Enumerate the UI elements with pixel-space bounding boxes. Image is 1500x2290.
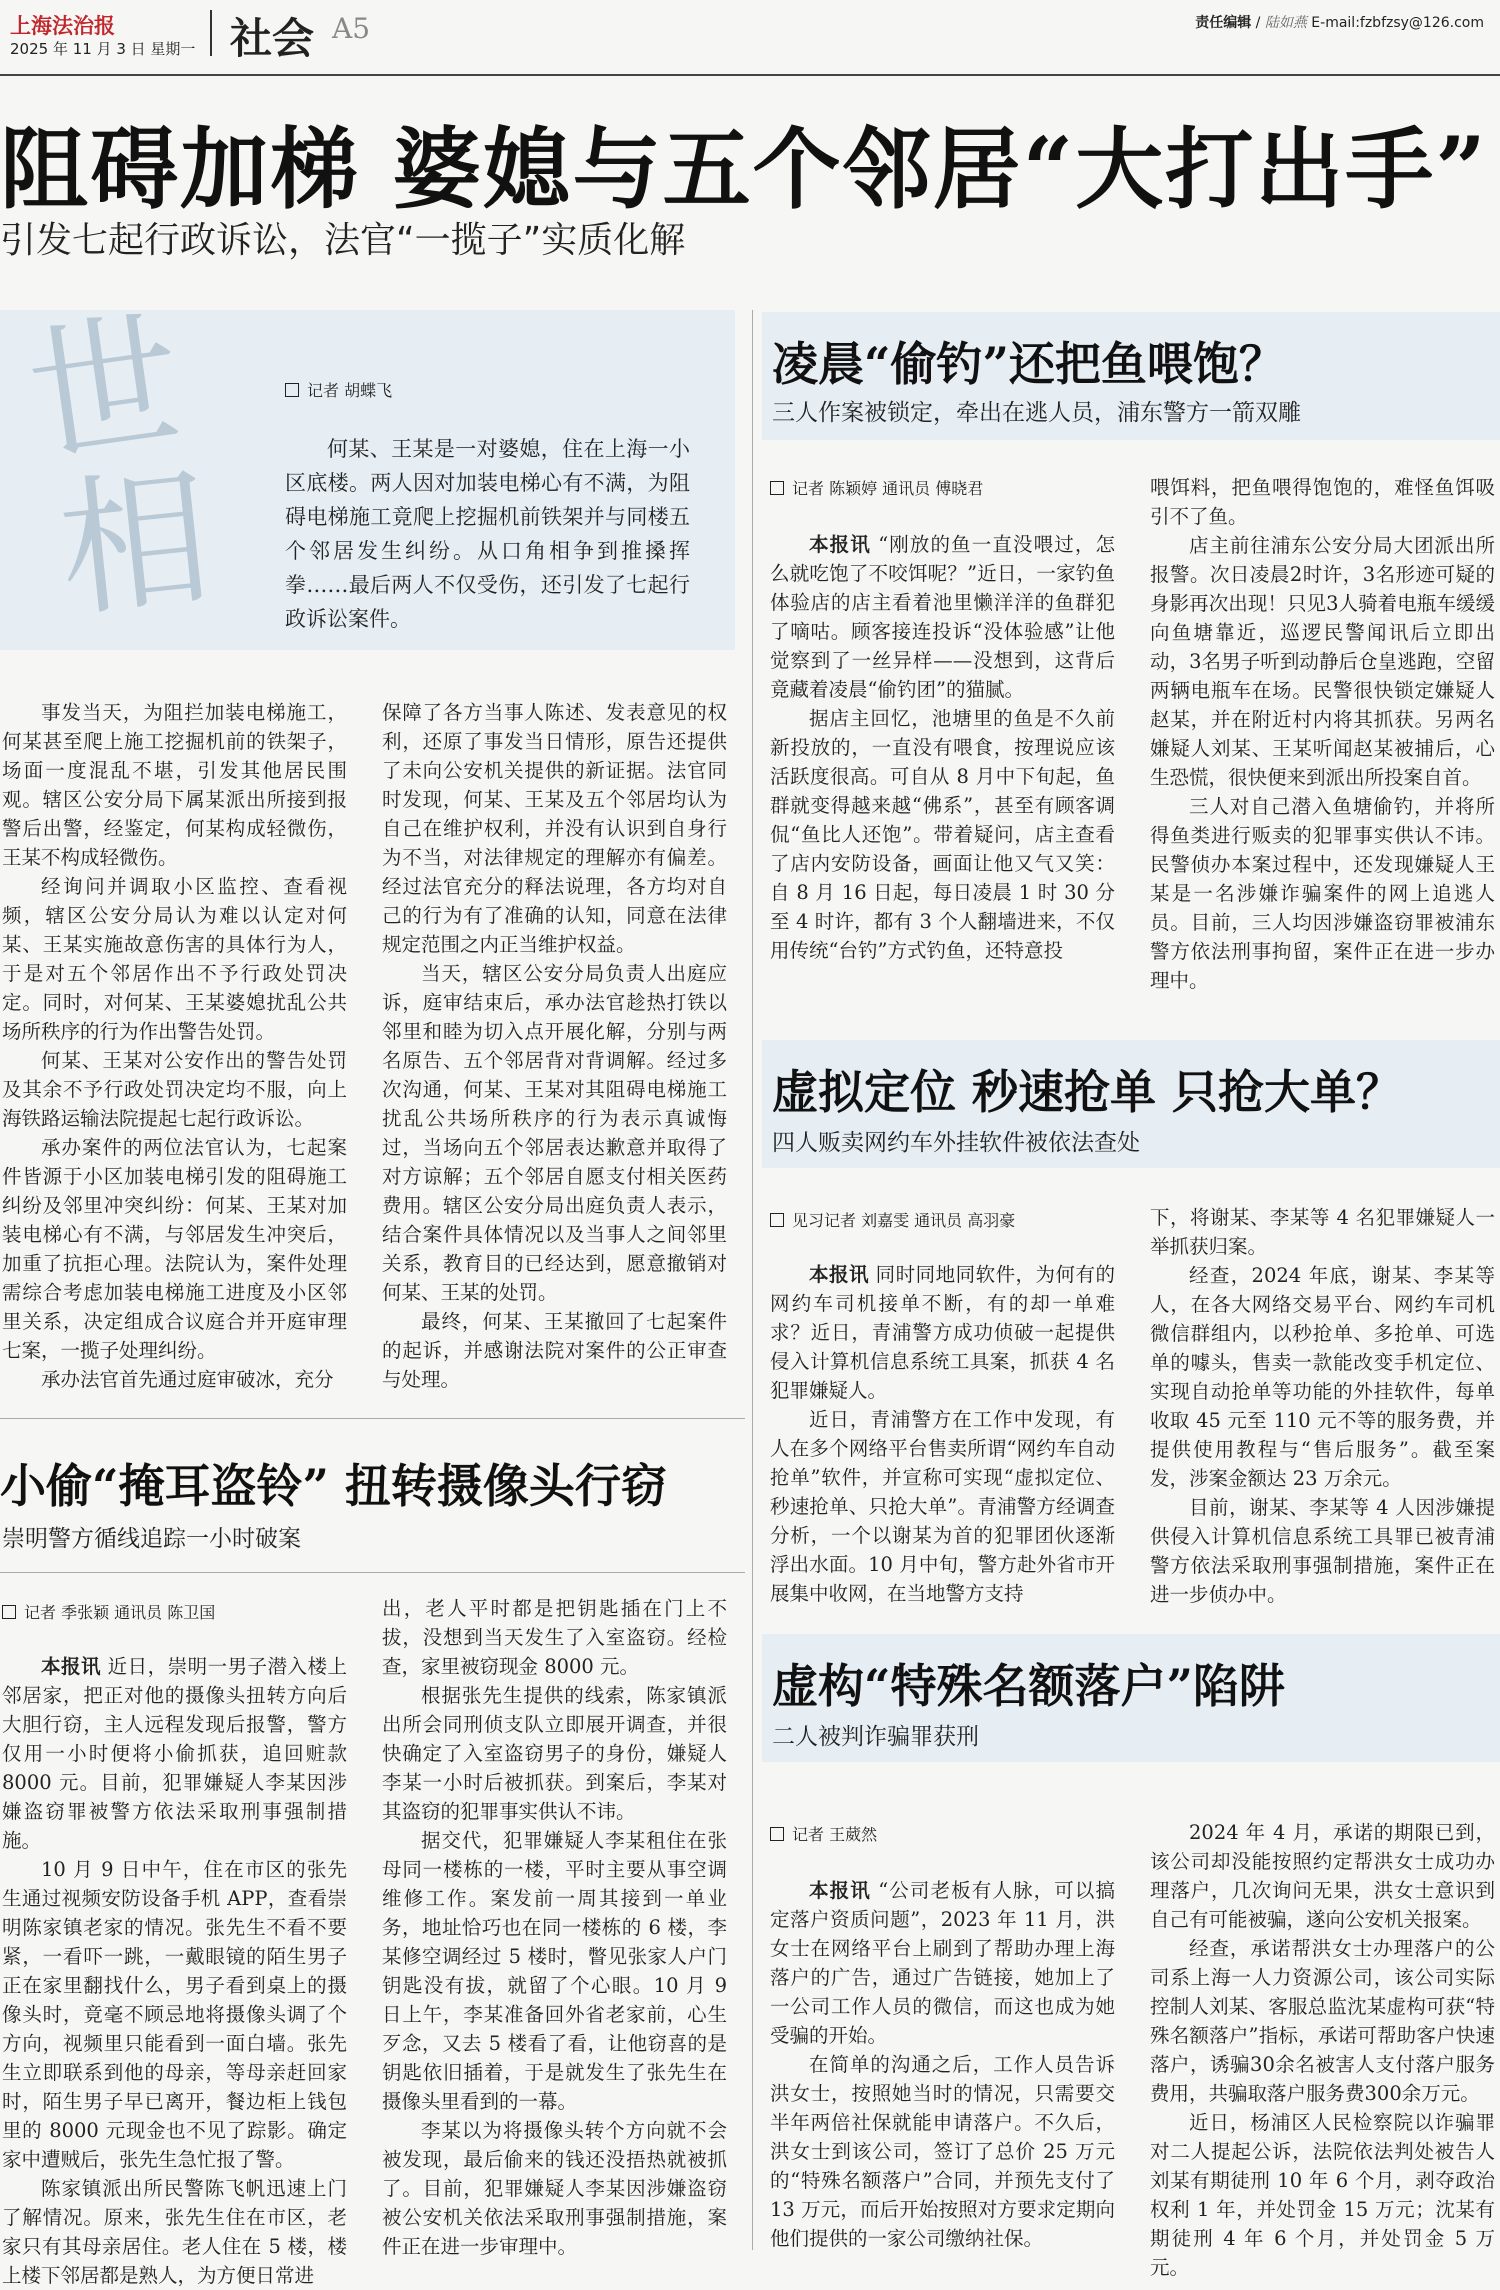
paper-name: 上海法治报 bbox=[10, 13, 115, 38]
app-byline: 见习记者 刘嘉雯 通讯员 高羽豪 bbox=[770, 1208, 1015, 1231]
thief-header-rule bbox=[0, 1572, 745, 1573]
hukou-headline: 虚构“特殊名额落户”陷阱 bbox=[772, 1659, 1285, 1713]
hukou-subhead: 二人被判诈骗罪获刑 bbox=[772, 1724, 979, 1750]
page-number: A5 bbox=[332, 12, 371, 45]
lead-body-col-1: 事发当天，为阻拦加装电梯施工，何某甚至爬上施工挖掘机前的铁架子，场面一度混乱不堪，引发其他居民围观。辖区公安分局下属某派出所接到报警后出警，经鉴定，何某构成轻微伤，王某不构成轻微伤。 经询问并调取小区监控、查看视频，辖区公安分局认为难以认定对何某、王某实施故意伤害的具体行为人，于是对五个邻居作出不予行政处罚决定。同时，对何某、王某婆媳扰乱公共场所秩序的行为作出警告处罚。 何某、王某对公安作出的警告处罚及其余不予行政处罚决定均不服，向上海铁路运输法院提起七起行政诉讼。 承办案件的两位法官认为，七起案件皆源于小区加装电梯引发的阻碍施工纠纷及邻里冲突纠纷：何某、王某对加装电梯心有不满，与邻居发生冲突后，加重了抗拒心理。法院认为，案件处理需综合考虑加装电梯施工进度及小区邻里关系，决定组成合议庭合并开庭审理七案，一揽子处理纠纷。 承办法官首先通过庭审破冰，充分 bbox=[2, 701, 347, 1391]
byline-box-icon bbox=[2, 1605, 16, 1619]
editor-name: 陆如燕 bbox=[1264, 15, 1307, 31]
editor-label: 责任编辑 bbox=[1195, 15, 1252, 31]
byline-box-icon bbox=[770, 1213, 784, 1227]
fish-col-2: 喂饵料，把鱼喂得饱饱的，难怪鱼饵吸引不了鱼。 店主前往浦东公安分局大团派出所报警。次日凌晨2时许，3名形迹可疑的身影再次出现！只见3人骑着电瓶车缓缓向鱼塘靠近，巡逻民警闻讯后立即出动，3名男子听到动静后仓皇逃跑，空留两辆电瓶车在场。民警很快锁定嫌疑人赵某，并在附近村内将其抓获。另两名嫌疑人刘某、王某听闻赵某被捕后，心生恐慌，很快便来到派出所投案自首。 三人对自己潜入鱼塘偷钓，并将所得鱼类进行贩卖的犯罪事实供认不讳。民警侦办本案过程中，还发现嫌疑人王某是一名涉嫌诈骗案件的网上追逃人员。目前，三人均因涉嫌盗窃罪被浦东警方依法刑事拘留，案件正在进一步办理中。 bbox=[1150, 476, 1495, 992]
thief-byline: 记者 季张颖 通讯员 陈卫国 bbox=[2, 1600, 215, 1623]
masthead-rule bbox=[0, 74, 1500, 76]
app-col-1: 本报讯 同时同地同软件，为何有的网约车司机接单不断，有的却一单难求？近日，青浦警方成功侦破一起提供侵入计算机信息系统工具案，抓获 4 名犯罪嫌疑人。 近日，青浦警方在工作中发现，有人在多个网络平台售卖所谓“网约车自动抢单”软件，并宣称可实现“虚拟定位、秒速抢单、只抢大单”。青浦警方经调查分析，一个以谢某为首的犯罪团伙逐渐浮出水面。10 月中旬，警方赴外省市开展集中收网，在当地警方支持 bbox=[770, 1263, 1115, 1605]
app-subhead: 四人贩卖网约车外挂软件被依法查处 bbox=[772, 1130, 1140, 1156]
column-art-char-2: 相 bbox=[51, 450, 219, 640]
thief-col-1: 本报讯 近日，崇明一男子潜入楼上邻居家，把正对他的摄像头扭转方向后大胆行窃，主人远程发现后报警，警方仅用一小时便将小偷抓获，追回赃款 8000 元。目前，犯罪嫌疑人李某因涉嫌盗窃罪被警方依法采取刑事强制措施。 10 月 9 日中午，住在市区的张先生通过视频安防设备手机 APP，查看崇明陈家镇老家的情况。张先生不看不要紧，一看吓一跳，一戴眼镜的陌生男子正在家里翻找什么，男子看到桌上的摄像头时，竟毫不顾忌地将摄像头调了个方向，视频里只能看到一面白墙。张先生立即联系到他的母亲，等母亲赶回家时，陌生男子早已离开，餐边柜上钱包里的 8000 元现金也不见了踪影。确定家中遭贼后，张先生急忙报了警。 陈家镇派出所民警陈飞帆迅速上门了解情况。原来，张先生住在市区，老家只有其母亲居住。老人住在 5 楼，楼上楼下邻居都是熟人，为方便日常进 bbox=[2, 1655, 347, 2287]
thief-subhead: 崇明警方循线追踪一小时破案 bbox=[2, 1526, 301, 1552]
lead-body-col-2: 保障了各方当事人陈述、发表意见的权利，还原了事发当日情形，原告还提供了未向公安机关提供的新证据。法官同时发现，何某、王某及五个邻居均认为自己在维护权利，并没有认识到自身行为不当，对法律规定的理解亦有偏差。经过法官充分的释法说理，各方均对自己的行为有了准确的认知，同意在法律规定范围之内正当维护权益。 当天，辖区公安分局负责人出庭应诉，庭审结束后，承办法官趁热打铁以邻里和睦为切入点开展化解，分别与两名原告、五个邻居背对背调解。经过多次沟通，何某、王某对其阻碍电梯施工扰乱公共场所秩序的行为表示真诚悔过，当场向五个邻居表达歉意并取得了对方谅解；五个邻居自愿支付相关医药费用。辖区公安分局出庭负责人表示，结合案件具体情况以及当事人之间邻里关系，教育目的已经达到，愿意撤销对何某、王某的处罚。 最终，何某、王某撤回了七起案件的起诉，并感谢法院对案件的公正审查与处理。 bbox=[382, 701, 727, 1391]
thief-col-2: 出，老人平时都是把钥匙插在门上不拔，没想到当天发生了入室盗窃。经检查，家里被窃现金 8000 元。 根据张先生提供的线索，陈家镇派出所会同刑侦支队立即展开调查，并很快确定了入室盗窃男子的身份，嫌疑人李某一小时后被抓获。到案后，李某对其盗窃的犯罪事实供认不讳。 据交代，犯罪嫌疑人李某租住在张母同一楼栋的一楼，平时主要从事空调维修工作。案发前一周其接到一单业务，地址恰巧也在同一楼栋的 6 楼，李某修空调经过 5 楼时，瞥见张家人户门钥匙没有拔，就留了个心眼。10 月 9 日上午，李某准备回外省老家前，心生歹念，又去 5 楼看了看，让他窃喜的是钥匙依旧插着，于是就发生了张先生在摄像头里看到的一幕。 李某以为将摄像头转个方向就不会被发现，最后偷来的钱还没捂热就被抓了。目前，犯罪嫌疑人李某因涉嫌盗窃被公安机关依法采取刑事强制措施，案件正在进一步审理中。 bbox=[382, 1597, 727, 2258]
issue-date: 2025 年 11 月 3 日 星期一 bbox=[10, 40, 196, 58]
masthead-divider bbox=[210, 10, 212, 56]
fish-col-1: 本报讯 “刚放的鱼一直没喂过，怎么就吃饱了不咬饵呢？”近日，一家钓鱼体验店的店主看着池里懒洋洋的鱼群犯了嘀咕。顾客接连投诉“没体验感”让他觉察到了一丝异样——没想到，这背后竟藏着凌晨“偷钓团”的猫腻。 据店主回忆，池塘里的鱼是不久前新投放的，一直没有喂食，按理说应该活跃度很高。可自从 8 月中下旬起，鱼群就变得越来越“佛系”，甚至有顾客调侃“鱼比人还饱”。带着疑问，店主查看了店内安防设备，画面让他又气又笑：自 8 月 16 日起，每日凌晨 1 时 30 分至 4 时许，都有 3 个人翻墙进来，不仅用传统“台钓”方式钓鱼，还特意投 bbox=[770, 533, 1115, 962]
hukou-col-1: 本报讯 “公司老板有人脉，可以搞定落户资质问题”，2023 年 11 月，洪女士在网络平台上刷到了帮助办理上海落户的广告，通过广告链接，她加上了一公司工作人员的微信，而这也成为她受骗的开始。 在简单的沟通之后，工作人员告诉洪女士，按照她当时的情况，只需要交半年两倍社保就能申请落户。不久后，洪女士到该公司，签订了总价 25 万元的“特殊名额落户”合同，并预先支付了 13 万元，而后开始按照对方要求定期向他们提供的一家公司缴纳社保。 bbox=[770, 1879, 1115, 2250]
app-col-2: 下，将谢某、李某等 4 名犯罪嫌疑人一举抓获归案。 经查，2024 年底，谢某、李某等人，在各大网络交易平台、网约车司机微信群组内，以秒抢单、多抢单、可选单的噱头，售卖一款能改变手机定位、实现自动抢单等功能的外挂软件，每单收取 45 元至 110 元不等的服务费，并提供使用教程与“售后服务”。截至案发，涉案金额达 23 万余元。 目前，谢某、李某等 4 人因涉嫌提供侵入计算机信息系统工具罪已被青浦警方依法采取刑事强制措施，案件正在进一步侦办中。 bbox=[1150, 1206, 1495, 1606]
masthead bbox=[0, 0, 1500, 70]
lead-subhead: 引发七起行政诉讼，法官“一揽子”实质化解 bbox=[0, 220, 686, 261]
fish-subhead: 三人作案被锁定，牵出在逃人员，浦东警方一箭双雕 bbox=[772, 400, 1301, 426]
fish-byline: 记者 陈颖婷 通讯员 傅晓君 bbox=[770, 476, 983, 499]
hukou-col-2: 2024 年 4 月，承诺的期限已到，该公司却没能按照约定帮洪女士成功办理落户，几次询问无果，洪女士意识到自己有可能被骗，遂向公安机关报案。 经查，承诺帮洪女士办理落户的公司系上海一人力资源公司，该公司实际控制人刘某、客服总监沈某虚构可获“特殊名额落户”指标，承诺可帮助客户快速落户，诱骗30余名被害人支付落户服务费用，共骗取落户服务费300余万元。 近日，杨浦区人民检察院以诈骗罪对二人提起公诉，法院依法判处被告人刘某有期徒刑 10 年 6 个月，剥夺政治权利 1 年，并处罚金 15 万元；沈某有期徒刑 4 年 6 个月，并处罚金 5 万元。 bbox=[1150, 1821, 1495, 2279]
byline-box-icon bbox=[770, 481, 784, 495]
thief-headline: 小偷“掩耳盗铃” 扭转摄像头行窃 bbox=[0, 1459, 667, 1513]
editor-info: 责任编辑 / 陆如燕 E-mail:fzbfzsy@126.com bbox=[1195, 15, 1484, 31]
editor-email: E-mail:fzbfzsy@126.com bbox=[1311, 15, 1484, 31]
lead-headline: 阻碍加梯 婆媳与五个邻居“大打出手” bbox=[0, 117, 1488, 221]
app-headline: 虚拟定位 秒速抢单 只抢大单？ bbox=[772, 1065, 1403, 1119]
lead-intro: 何某、王某是一对婆媳，住在上海一小区底楼。两人因对加装电梯心有不满，为阻碍电梯施工竟爬上挖掘机前铁架并与同楼五个邻居发生纠纷。从口角相争到推搡挥拳……最后两人不仅受伤，还引发了七起行政诉讼案件。 bbox=[285, 437, 690, 631]
byline-box-icon bbox=[770, 1827, 784, 1841]
lead-byline: 记者 胡蝶飞 bbox=[285, 378, 392, 401]
section-name: 社会 bbox=[230, 14, 315, 63]
column-separator bbox=[752, 310, 753, 2250]
left-story-separator bbox=[0, 1418, 745, 1419]
hukou-byline: 记者 王葳然 bbox=[770, 1822, 877, 1845]
fish-headline: 凌晨“偷钓”还把鱼喂饱？ bbox=[772, 337, 1285, 391]
byline-box-icon bbox=[285, 383, 299, 397]
column-art-char-1: 世 bbox=[18, 293, 192, 487]
